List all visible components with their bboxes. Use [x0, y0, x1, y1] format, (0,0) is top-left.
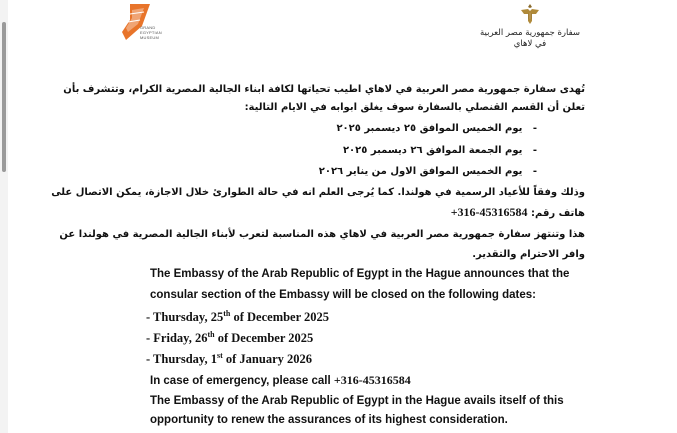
date-suffix: of December 2025	[230, 310, 330, 324]
eagle-emblem-icon	[518, 2, 542, 26]
arabic-phone-number: +316-45316584	[450, 205, 528, 219]
arabic-date-text: يوم الخميس الموافق الاول من يناير ٢٠٢٦	[318, 166, 523, 177]
vertical-scrollbar[interactable]	[0, 0, 8, 433]
arabic-phone-line	[451, 205, 585, 221]
arabic-phone-label: هاتف رقم:	[531, 208, 585, 219]
date-prefix: - Friday, 26	[146, 331, 208, 345]
embassy-header	[470, 2, 590, 58]
english-closing-line-2: opportunity to renew the assurances of its highest consideration.	[150, 414, 508, 426]
embassy-name-line: سفارة جمهورية مصر العربية	[479, 28, 581, 38]
date-ordinal: th	[223, 308, 231, 318]
arabic-date-item	[336, 122, 537, 136]
bullet: -	[532, 145, 537, 156]
english-date-item	[146, 351, 312, 367]
arabic-paragraph-3-line-2: وافر الاحترام والتقدير.	[472, 249, 585, 260]
museum-logo-line: MUSEUM	[140, 35, 159, 40]
museum-logo-line: GRAND	[140, 25, 156, 30]
arabic-date-text: يوم الخميس الموافق ٢٥ ديسمبر ٢٠٢٥	[336, 123, 523, 134]
arabic-paragraph-1-line-2: تعلن أن القسم القنصلي بالسفارة سوف يغلق ابوابه في الايام التالية:	[244, 102, 585, 113]
english-emergency-line	[150, 373, 411, 389]
date-ordinal: th	[207, 329, 215, 339]
bullet: -	[532, 166, 537, 177]
date-suffix: of January 2026	[222, 352, 313, 366]
emergency-phone-number: +316-45316584	[333, 373, 411, 387]
arabic-date-text: يوم الجمعة الموافق ٢٦ ديسمبر ٢٠٢٥	[342, 145, 523, 156]
date-ordinal: st	[216, 350, 223, 360]
arabic-date-item	[343, 144, 537, 158]
emergency-label: In case of emergency, please call	[150, 375, 334, 387]
english-paragraph-1-line-1: The Embassy of the Arab Republic of Egypt in the Hague announces that the	[150, 268, 570, 280]
museum-logo-text	[140, 25, 162, 40]
date-prefix: - Thursday, 25	[146, 310, 224, 324]
arabic-paragraph-1-line-1: تُهدى سفارة جمهورية مصر العربية في لاهاي اطيب تحياتها لكافة ابناء الجالية المصرية الكرام، وتتشرف بأن	[63, 84, 585, 95]
date-suffix: of December 2025	[214, 331, 314, 345]
english-date-item	[146, 330, 313, 346]
scrollbar-thumb[interactable]	[2, 22, 6, 172]
english-closing-line-1: The Embassy of the Arab Republic of Egypt in the Hague avails itself of this	[150, 395, 564, 407]
date-prefix: - Thursday, 1	[146, 352, 217, 366]
arabic-date-item	[319, 165, 537, 179]
english-date-item	[146, 309, 329, 325]
arabic-paragraph-2-line-1: وذلك وفقاً للأعياد الرسمية في هولندا. كما يُرجى العلم انه في حالة الطوارئ خلال الاجازة، يمكن الاتصال على	[51, 187, 585, 198]
museum-logo-line: EGYPTIAN	[140, 30, 162, 35]
english-paragraph-1-line-2: consular section of the Embassy will be closed on the following dates:	[150, 289, 536, 301]
embassy-name-line: في لاهاي	[513, 39, 547, 49]
bullet: -	[532, 123, 537, 134]
arabic-paragraph-3-line-1: هذا وتنتهز سفارة جمهورية مصر العربية في لاهاي هذه المناسبة لتعرب لأبناء الجالية المصرية في هولندا عن	[59, 229, 585, 240]
